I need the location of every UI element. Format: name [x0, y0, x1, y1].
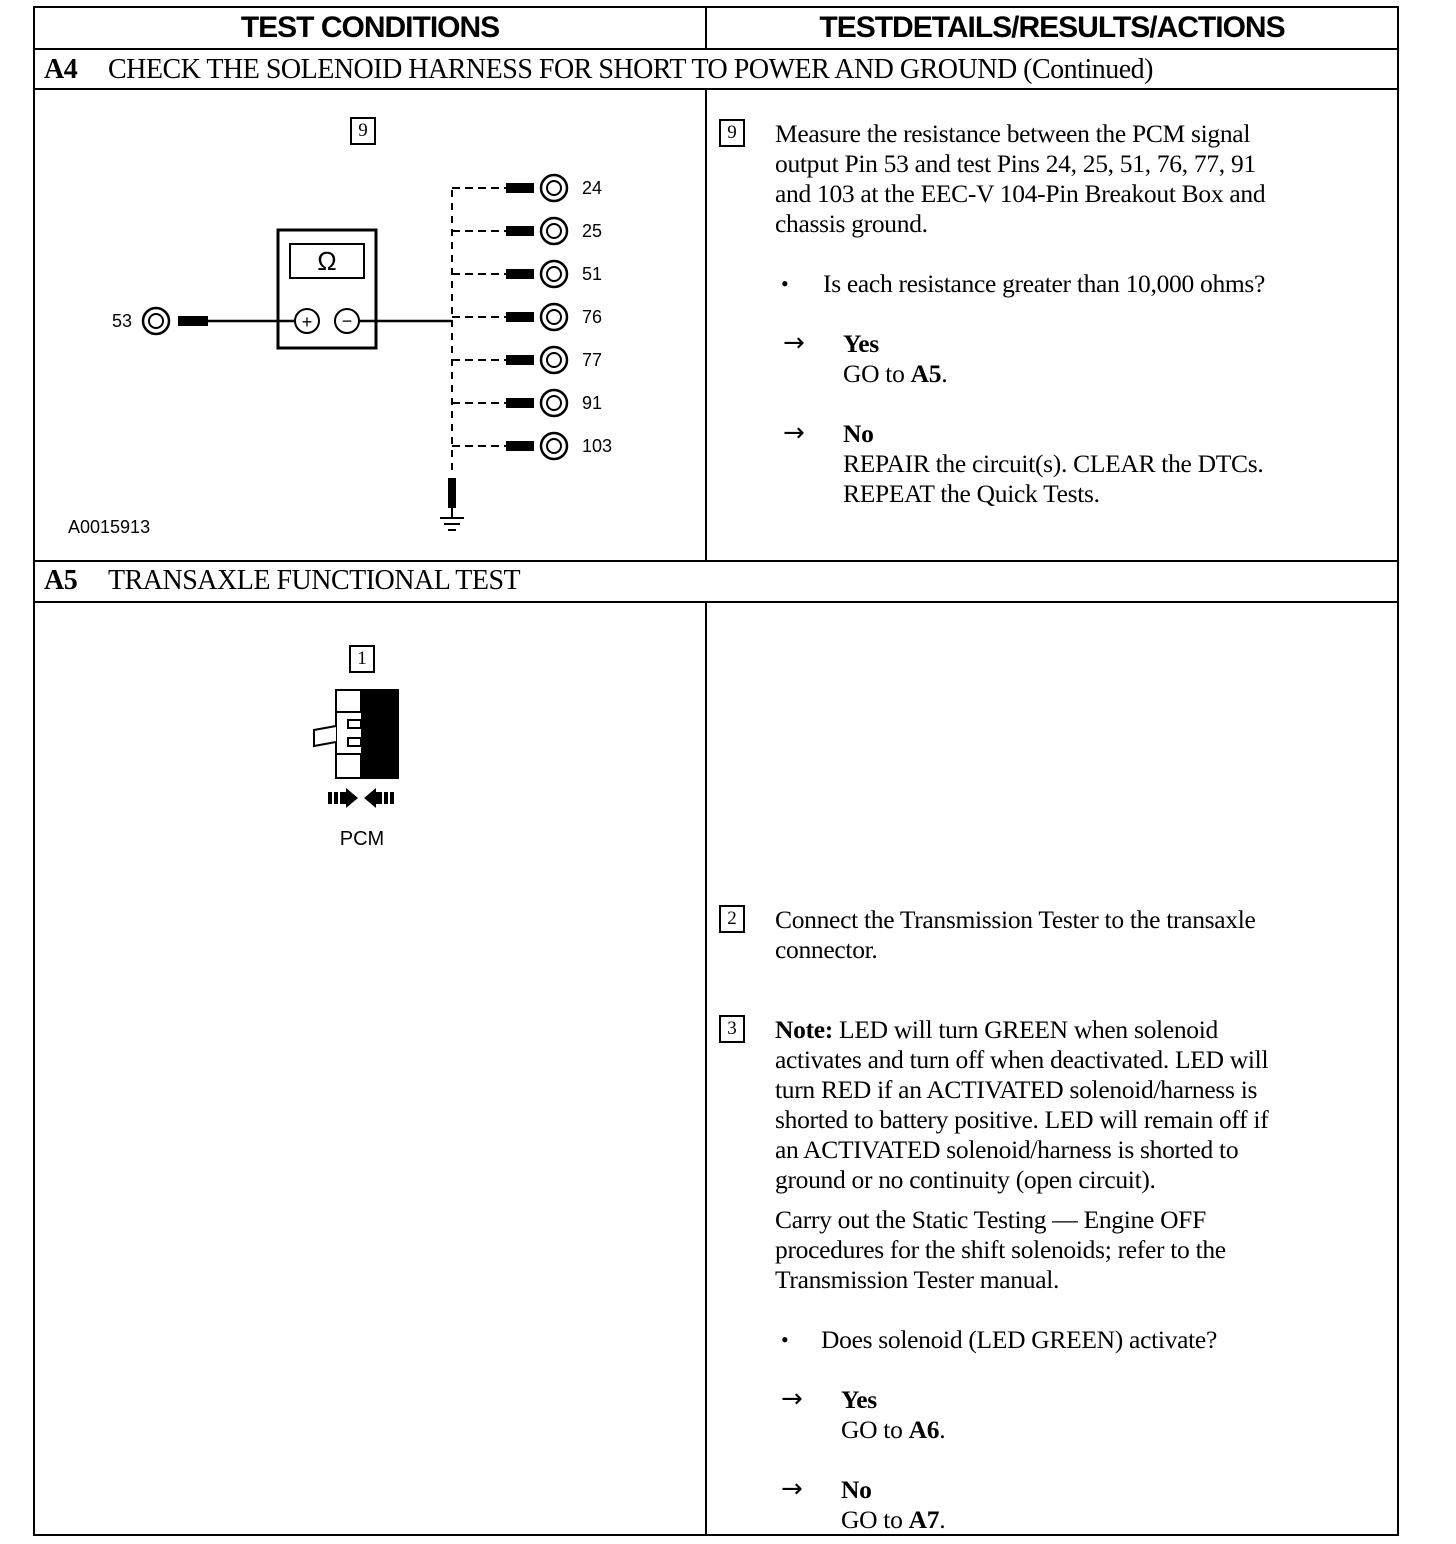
a4-yes-arrow-icon: →	[783, 328, 805, 358]
pin-row-51	[452, 261, 602, 287]
probe-icon	[506, 312, 534, 322]
a5-no-target: A7	[908, 1505, 940, 1534]
ohmmeter-diagram	[60, 160, 680, 560]
pin-row-76	[452, 304, 602, 330]
ground-symbol-icon	[440, 518, 464, 530]
pin-row-24	[452, 175, 602, 201]
probe-icon	[506, 441, 534, 451]
a5-note-line: an ACTIVATED solenoid/harness is shorted to	[775, 1135, 1239, 1164]
a4-yes-action: GO to A5.	[843, 359, 948, 388]
a4-instruction	[775, 119, 1265, 239]
pin-rows	[452, 175, 612, 459]
a5-step2-box: 2	[719, 905, 745, 933]
probe-icon	[506, 269, 534, 279]
a4-yes-block	[843, 329, 947, 389]
a4-no-label: No	[843, 419, 874, 448]
a5-no-arrow-icon: →	[781, 1474, 803, 1504]
pin-label: 25	[582, 221, 603, 241]
a5-no-block	[841, 1475, 945, 1535]
a4-yes-label: Yes	[843, 329, 879, 358]
a4-no-line: REPAIR the circuit(s). CLEAR the DTCs.	[843, 449, 1264, 478]
a5-yes-arrow-icon: →	[781, 1384, 803, 1414]
pin-label: 77	[582, 350, 603, 370]
a5-note-line: shorted to battery positive. LED will remain off if	[775, 1105, 1269, 1134]
a4-instruction-line: chassis ground.	[775, 209, 928, 238]
pin-row-25	[452, 218, 602, 244]
a5-yes-block	[841, 1385, 945, 1445]
meter-symbol: Ω	[317, 246, 337, 276]
a5-note-line: activates and turn off when deactivated. LED will	[775, 1045, 1269, 1074]
minus-label: −	[341, 311, 353, 331]
probe-icon	[506, 226, 534, 236]
a5-note-line: ground or no continuity (open circuit).	[775, 1165, 1156, 1194]
ground-lead-icon	[448, 478, 456, 508]
a5-carry-out	[775, 1205, 1226, 1295]
a4-no-block	[843, 419, 1263, 509]
pcm-connector-icon	[300, 686, 420, 816]
a5-code: A5	[44, 565, 78, 596]
a4-no-line: REPEAT the Quick Tests.	[843, 479, 1100, 508]
a4-instruction-line: output Pin 53 and test Pins 24, 25, 51, 76, 77, 91	[775, 149, 1256, 178]
a4-left-step-box: 9	[350, 117, 376, 145]
a5-no-label: No	[841, 1475, 872, 1504]
pin-label: 91	[582, 393, 603, 413]
figure-id: A0015913	[68, 517, 151, 537]
a5-carry-line: procedures for the shift solenoids; refer to the	[775, 1235, 1226, 1264]
connect-arrows-icon	[328, 788, 394, 808]
a4-yes-target: A5	[910, 359, 942, 388]
a5-step2-line: connector.	[775, 935, 878, 964]
pin-label: 103	[582, 436, 613, 456]
a5-step2-text	[775, 905, 1256, 965]
probe-53-icon	[178, 316, 208, 326]
a5-bullet-icon: •	[781, 1327, 789, 1352]
a5-carry-line: Carry out the Static Testing — Engine OFF	[775, 1205, 1206, 1234]
probe-icon	[506, 355, 534, 365]
a5-column-divider	[705, 601, 707, 1536]
a4-step-box: 9	[719, 119, 745, 147]
a5-title: TRANSAXLE FUNCTIONAL TEST	[108, 565, 521, 596]
a5-left-step-box: 1	[349, 645, 375, 673]
a5-title-divider	[33, 601, 1399, 603]
a5-title-top-divider	[33, 560, 1399, 562]
a4-no-arrow-icon: →	[783, 418, 805, 448]
a5-note	[775, 1015, 1268, 1195]
pcm-label: PCM	[339, 828, 385, 850]
probe-icon	[506, 398, 534, 408]
pin-row-91	[452, 390, 602, 416]
probe-icon	[506, 183, 534, 193]
pin-53-label: 53	[111, 311, 132, 331]
a4-code: A4	[44, 54, 78, 85]
header-test-conditions: TEST CONDITIONS	[240, 11, 500, 44]
pin-label: 51	[582, 264, 603, 284]
a4-question: Is each resistance greater than 10,000 ohms?	[823, 269, 1266, 298]
a4-bullet-icon: •	[781, 271, 789, 296]
header-test-details: TESTDETAILS/RESULTS/ACTIONS	[819, 11, 1285, 44]
a4-column-divider	[705, 88, 707, 561]
header-divider	[33, 48, 1399, 50]
pin-label: 24	[582, 178, 603, 198]
a4-instruction-line: and 103 at the EEC-V 104-Pin Breakout Box and	[775, 179, 1266, 208]
a5-yes-target: A6	[908, 1415, 940, 1444]
pin-row-103	[452, 433, 612, 459]
a5-note-line: turn RED if an ACTIVATED solenoid/harness is	[775, 1075, 1258, 1104]
a5-step3-box: 3	[719, 1015, 745, 1043]
pin-row-77	[452, 347, 602, 373]
plus-label: +	[301, 312, 313, 332]
a5-note-label: Note:	[775, 1015, 833, 1044]
pin-label: 76	[582, 307, 603, 327]
a5-question: Does solenoid (LED GREEN) activate?	[821, 1325, 1217, 1354]
a5-note-line: Note: LED will turn GREEN when solenoid	[775, 1015, 1218, 1044]
a4-section-title	[44, 52, 1153, 88]
a4-title: CHECK THE SOLENOID HARNESS FOR SHORT TO POWER AND GROUND (Continued)	[108, 54, 1153, 85]
a5-carry-line: Transmission Tester manual.	[775, 1265, 1060, 1294]
a5-no-action: GO to A7.	[841, 1505, 946, 1534]
a5-yes-action: GO to A6.	[841, 1415, 946, 1444]
a4-instruction-line: Measure the resistance between the PCM signal	[775, 119, 1251, 148]
a5-step2-line: Connect the Transmission Tester to the transaxle	[775, 905, 1256, 934]
a5-section-title	[44, 563, 520, 599]
a5-yes-label: Yes	[841, 1385, 877, 1414]
a4-title-divider	[33, 88, 1399, 90]
